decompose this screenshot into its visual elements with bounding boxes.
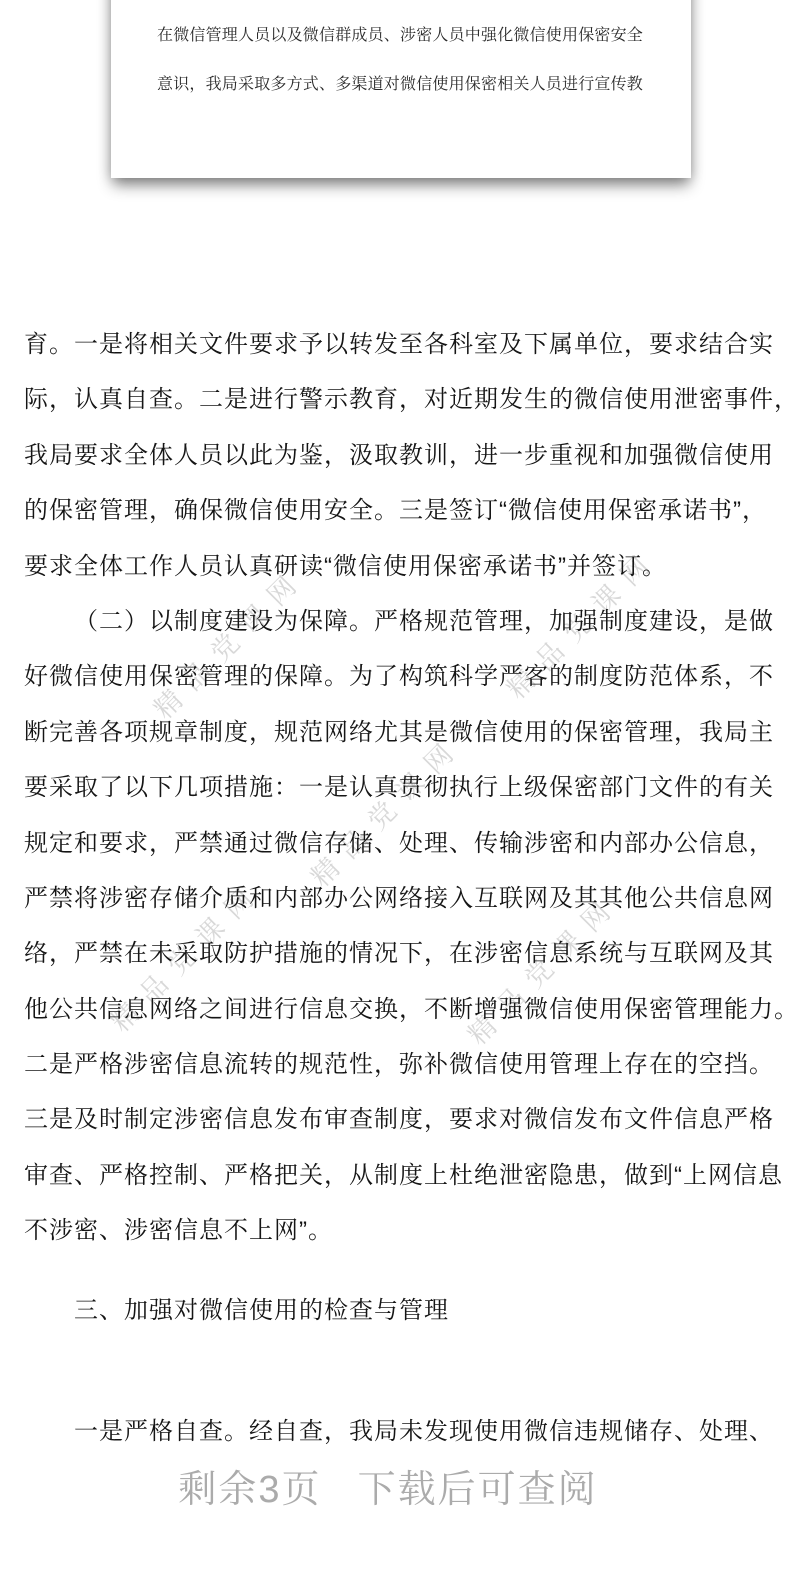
body-text-line: 际，认真自查。二是进行警示教育，对近期发生的微信使用泄密事件， [24,386,799,414]
watermark-text: 精品党课网 [462,887,626,1051]
body-text-line: 要采取了以下几项措施：一是认真贯彻执行上级保密部门文件的有关 [24,774,774,802]
download-hint-label: 下载后可查阅 [357,1469,598,1511]
body-text-line: 好微信使用保密管理的保障。为了构筑科学严客的制度防范体系，不 [24,663,774,691]
body-text-line: 断完善各项规章制度，规范网络尤其是微信使用的保密管理，我局主 [24,718,774,746]
preview-card-line: 意识，我局采取多方式、多渠道对微信使用保密相关人员进行宣传教 [157,76,644,93]
body-text-line: 络，严禁在未采取防护措施的情况下，在涉密信息系统与互联网及其 [24,940,774,968]
watermark-text: 精品党课网 [148,561,312,725]
page1-preview-text [157,11,643,109]
remaining-pages-label: 剩余3页 [178,1469,322,1511]
watermark-text: 精品党课网 [305,729,469,893]
watermark-text: 精品党课网 [105,874,269,1038]
body-text-line: 的保密管理，确保微信使用安全。三是签订“微信使用保密承诺书”， [24,497,767,525]
preview-footer [0,1468,800,1512]
body-text-line: 审查、严格控制、严格把关，从制度上杜绝泄密隐患，做到“上网信息 [24,1161,783,1189]
body-text-line: 严禁将涉密存储介质和内部办公网络接入互联网及其其他公共信息网 [24,884,774,912]
body-text-line: 规定和要求，严禁通过微信存储、处理、传输涉密和内部办公信息， [24,829,774,857]
body-text-line: 要求全体工作人员认真研读“微信使用保密承诺书”并签订。 [24,552,667,580]
body-text-line: 二是严格涉密信息流转的规范性，弥补微信使用管理上存在的空挡。 [24,1051,774,1079]
section-heading-line: 三、加强对微信使用的检查与管理 [74,1296,449,1324]
body-text-line: 一是严格自查。经自查，我局未发现使用微信违规储存、处理、 [74,1418,774,1446]
watermark-text: 精品党课网 [501,541,665,705]
preview-card-line: 在微信管理人员以及微信群成员、涉密人员中强化微信使用保密安全 [157,27,644,44]
body-text-line: 我局要求全体人员以此为鉴，汲取教训，进一步重视和加强微信使用 [24,441,774,469]
document-body [24,317,799,1459]
body-text-line: （二）以制度建设为保障。严格规范管理，加强制度建设，是做 [74,607,774,635]
body-text-line: 不涉密、涉密信息不上网”。 [24,1217,333,1245]
body-text-line: 三是及时制定涉密信息发布审查制度，要求对微信发布文件信息严格 [24,1106,774,1134]
page1-preview-card [111,0,691,178]
body-text-line: 他公共信息网络之间进行信息交换，不断增强微信使用保密管理能力。 [24,995,799,1023]
body-text-line: 育。一是将相关文件要求予以转发至各科室及下属单位，要求结合实 [24,331,774,358]
